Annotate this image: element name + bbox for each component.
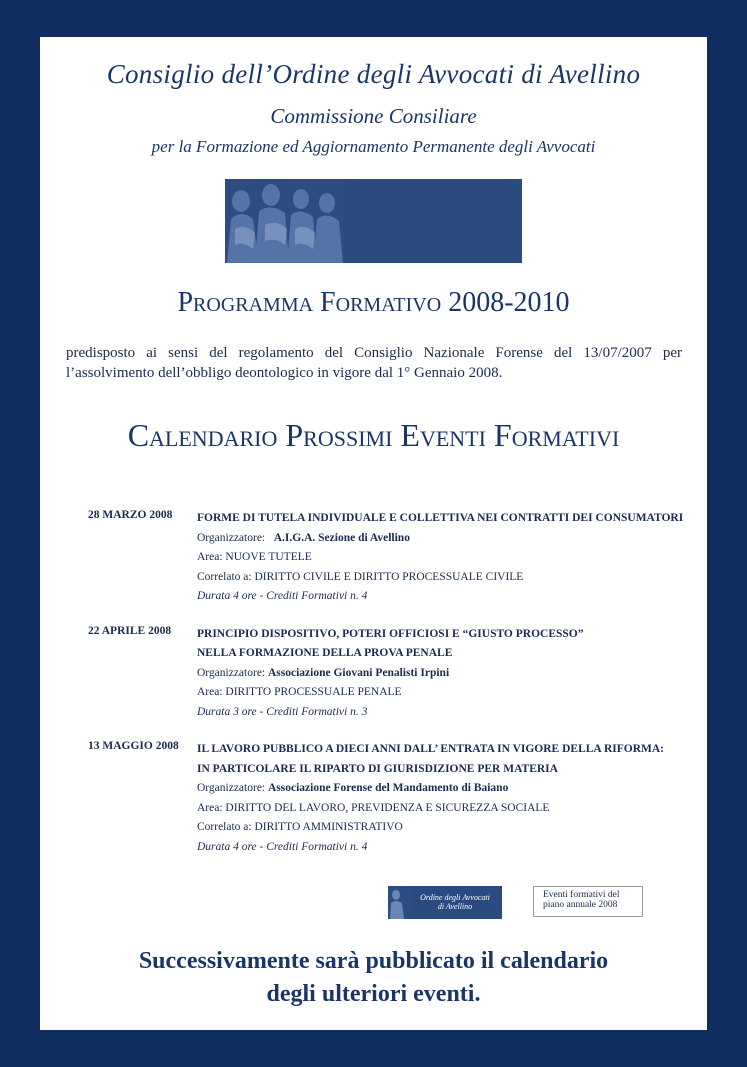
area-label: Area: [197, 551, 223, 563]
event-date: 22 APRILE 2008 [88, 624, 172, 637]
closing-line-1: Successivamente sarà pubblicato il calendario [138, 948, 609, 974]
organizer-label: Organizzatore: [197, 782, 266, 794]
event-organizer-row [197, 529, 688, 549]
event-organizer: A.I.G.A. Sezione di Avellino [273, 531, 410, 544]
council-name: Consiglio dell’Ordine degli Avvocati di Avellino [106, 59, 641, 89]
event-organizer-row [197, 664, 688, 684]
organizer-label: Organizzatore: [197, 666, 266, 679]
event-title-line-2: NELLA FORMAZIONE DELLA PROVA PENALE [197, 647, 453, 659]
event-title-line-1: IL LAVORO PUBBLICO A DIECI ANNI DALL’ ENTRATA IN VIGORE DELLA RIFORMA: [197, 743, 664, 755]
event-organizer: Associazione Forense del Mandamento di Baiano [268, 782, 509, 794]
event-related: DIRITTO AMMINISTRATIVO [254, 821, 403, 833]
event-date: 13 MAGGIO 2008 [88, 740, 179, 752]
event-related-row [197, 568, 688, 588]
related-label: Correlato a: [197, 821, 252, 833]
event-organizer: Associazione Giovani Penalisti Irpini [268, 666, 450, 679]
note-line-2: piano annuale 2008 [543, 900, 618, 910]
note-line-1: Eventi formativi del [543, 890, 620, 900]
area-label: Area: [197, 801, 223, 814]
area-label: Area: [197, 686, 223, 698]
event-date: 28 MARZO 2008 [88, 509, 173, 521]
event-area-row [197, 548, 688, 568]
bar-association-logo [388, 886, 502, 919]
event-related-row [197, 818, 688, 838]
event-duration: Durata 3 ore - Crediti Formativi n. 3 [197, 705, 368, 718]
closing-line-2: degli ulteriori eventi. [266, 981, 481, 1007]
event-duration: Durata 4 ore - Crediti Formativi n. 4 [197, 840, 368, 853]
logo-line-2: di Avellino [437, 902, 473, 911]
related-label: Correlato a: [197, 570, 252, 583]
event-area: DIRITTO PROCESSUALE PENALE [225, 686, 402, 698]
commission-name: Commissione Consiliare [270, 104, 477, 128]
event-title: FORME DI TUTELA INDIVIDUALE E COLLETTIVA NEI CONTRATTI DEI CONSUMATORI [197, 512, 684, 524]
events-list [88, 509, 688, 875]
event-item [88, 509, 688, 607]
relief-thumbnail-icon [388, 886, 410, 919]
event-area: DIRITTO DEL LAVORO, PREVIDENZA E SICUREZZA SOCIALE [225, 801, 550, 814]
commission-purpose: per la Formazione ed Aggiornamento Permanente degli Avvocati [151, 137, 596, 156]
event-item [88, 625, 688, 723]
event-area-row [197, 799, 688, 819]
program-intro: predisposto ai sensi del regolamento del Consiglio Nazionale Forense del 13/07/2007 per l’assolvimento dell’obbligo deontologico in vigore dal 1° Gennaio 2008. [66, 345, 682, 381]
event-related: DIRITTO CIVILE E DIRITTO PROCESSUALE CIVILE [254, 570, 524, 583]
organizer-label: Organizzatore: [197, 531, 266, 544]
event-area-row [197, 683, 688, 703]
event-organizer-row [197, 779, 688, 799]
event-area: NUOVE TUTELE [225, 551, 312, 563]
logo-line-1: Ordine degli Avvocati [420, 893, 490, 902]
relief-figures-illustration [225, 179, 522, 263]
event-item [88, 740, 688, 857]
poster-sheet [40, 37, 707, 1030]
closing-notice [40, 945, 707, 1011]
program-title: Programma Formativo 2008-2010 [177, 287, 570, 318]
classical-relief-banner-image [225, 179, 522, 263]
annual-plan-note [533, 886, 643, 917]
event-duration: Durata 4 ore - Crediti Formativi n. 4 [197, 590, 368, 602]
event-title-line-1: PRINCIPIO DISPOSITIVO, POTERI OFFICIOSI E “GIUSTO PROCESSO” [197, 627, 584, 640]
calendar-title: Calendario Prossimi Eventi Formativi [127, 417, 620, 453]
event-title-line-2: IN PARTICOLARE IL RIPARTO DI GIURISDIZIONE PER MATERIA [197, 762, 558, 775]
